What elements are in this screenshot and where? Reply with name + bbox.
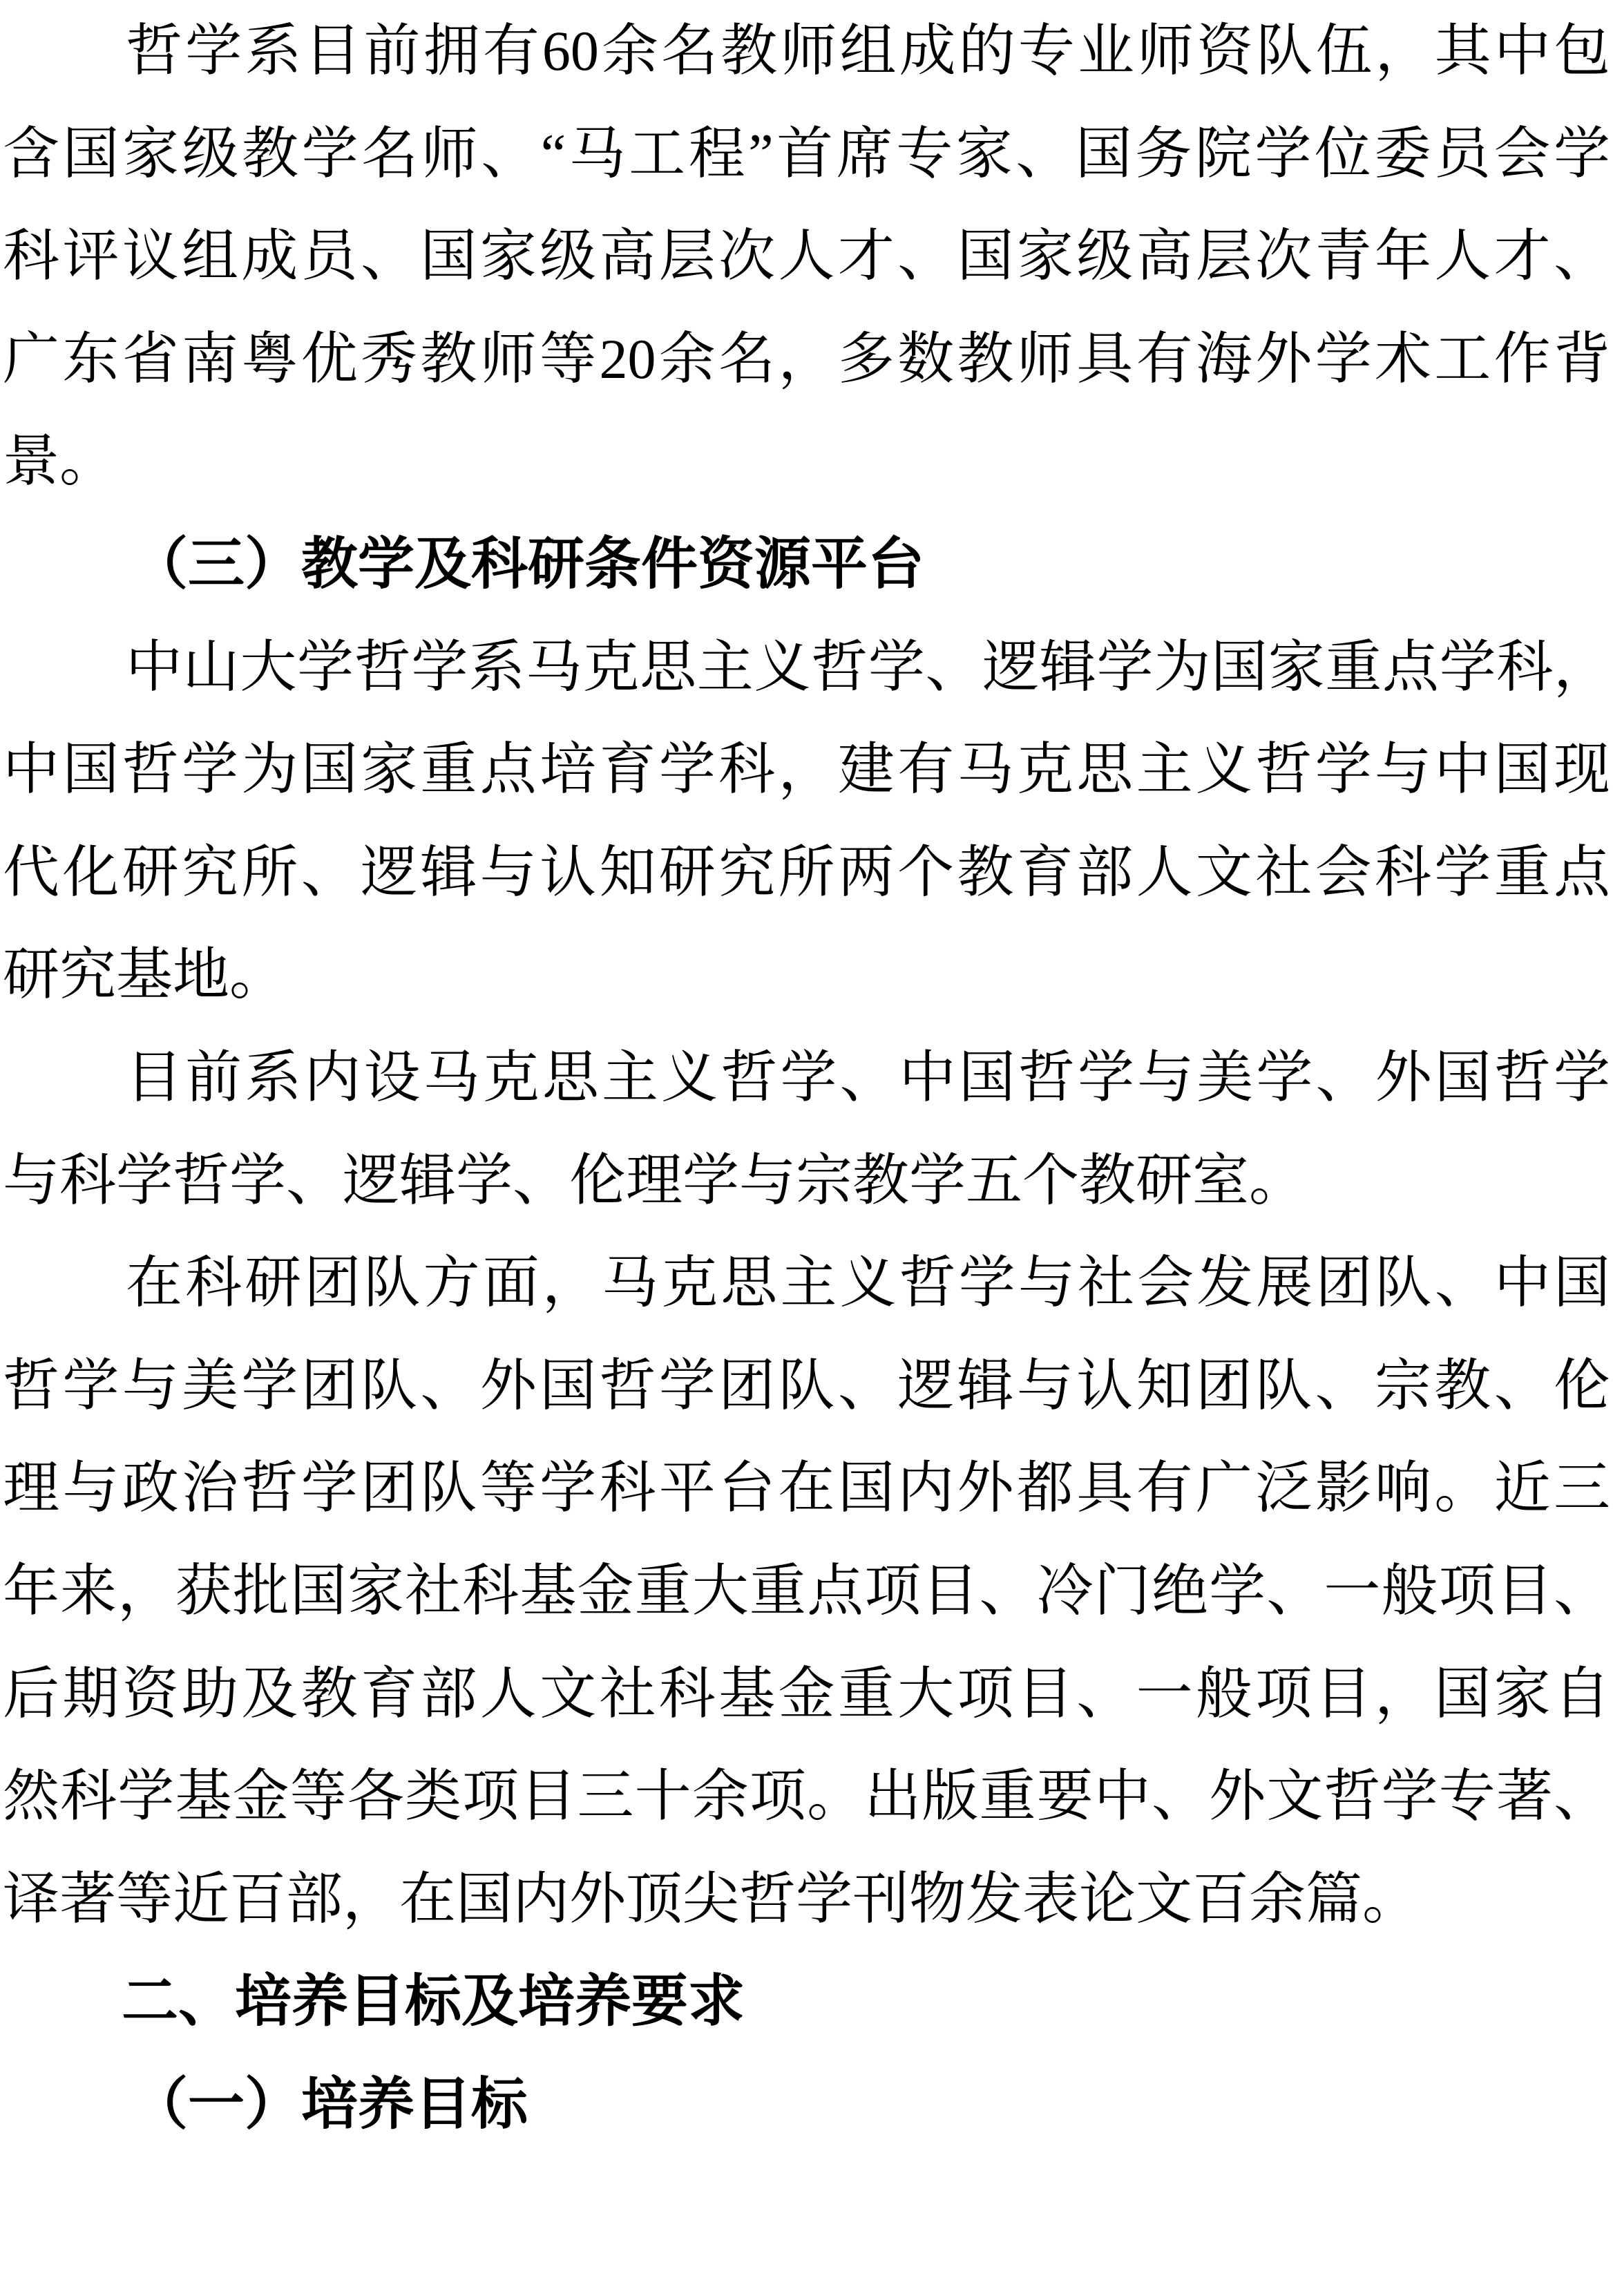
text-line: （三）教学及科研条件资源平台: [131, 531, 925, 597]
text-line: 二、培养目标及培养要求: [122, 1968, 745, 2035]
text-line: 研究基地。: [3, 943, 287, 1007]
text-line: 目前系内设马克思主义哲学、中国哲学与美学、外国哲学: [126, 1045, 1610, 1109]
text-line: 代化研究所、逻辑与认知研究所两个教育部人文社会科学重点: [3, 840, 1610, 904]
subsection-heading: [0, 513, 1613, 616]
text-line: 年来，获批国家社科基金重大重点项目、冷门绝学、一般项目、: [3, 1559, 1610, 1622]
paragraph: [0, 1027, 1613, 1232]
text-line: 与科学哲学、逻辑学、伦理学与宗教学五个教研室。: [3, 1148, 1306, 1212]
text-line: 中国哲学为国家重点培育学科，建有马克思主义哲学与中国现: [3, 738, 1610, 801]
section-heading: [0, 1951, 1613, 2053]
text-line: 然科学基金等各类项目三十余项。出版重要中、外文哲学专著、: [3, 1765, 1610, 1828]
text-line: 科评议组成员、国家级高层次人才、国家级高层次青年人才、: [3, 225, 1610, 288]
text-line: 后期资助及教育部人文社科基金重大项目、一般项目，国家自: [3, 1662, 1610, 1725]
text-line: 广东省南粤优秀教师等20余名，多数教师具有海外学术工作背: [3, 327, 1610, 390]
text-line: 中山大学哲学系马克思主义哲学、逻辑学为国家重点学科，: [126, 635, 1610, 699]
text-line: 哲学与美学团队、外国哲学团队、逻辑与认知团队、宗教、伦: [3, 1354, 1610, 1417]
paragraph: [0, 1232, 1613, 1951]
paragraph: [0, 0, 1613, 513]
subsection-heading: [0, 2053, 1613, 2156]
paragraph: [0, 616, 1613, 1027]
text-line: 哲学系目前拥有60余名教师组成的专业师资队伍，其中包: [126, 19, 1610, 82]
text-line: 景。: [3, 430, 117, 493]
text-line: 理与政治哲学团队等学科平台在国内外都具有广泛影响。近三: [3, 1457, 1610, 1520]
text-line: 在科研团队方面，马克思主义哲学与社会发展团队、中国: [126, 1251, 1610, 1315]
text-line: 译著等近百部，在国内外顶尖哲学刊物发表论文百余篇。: [3, 1867, 1420, 1930]
text-line: （一）培养目标: [131, 2071, 528, 2137]
text-line: 含国家级教学名师、“马工程”首席专家、国务院学位委员会学: [3, 122, 1610, 185]
